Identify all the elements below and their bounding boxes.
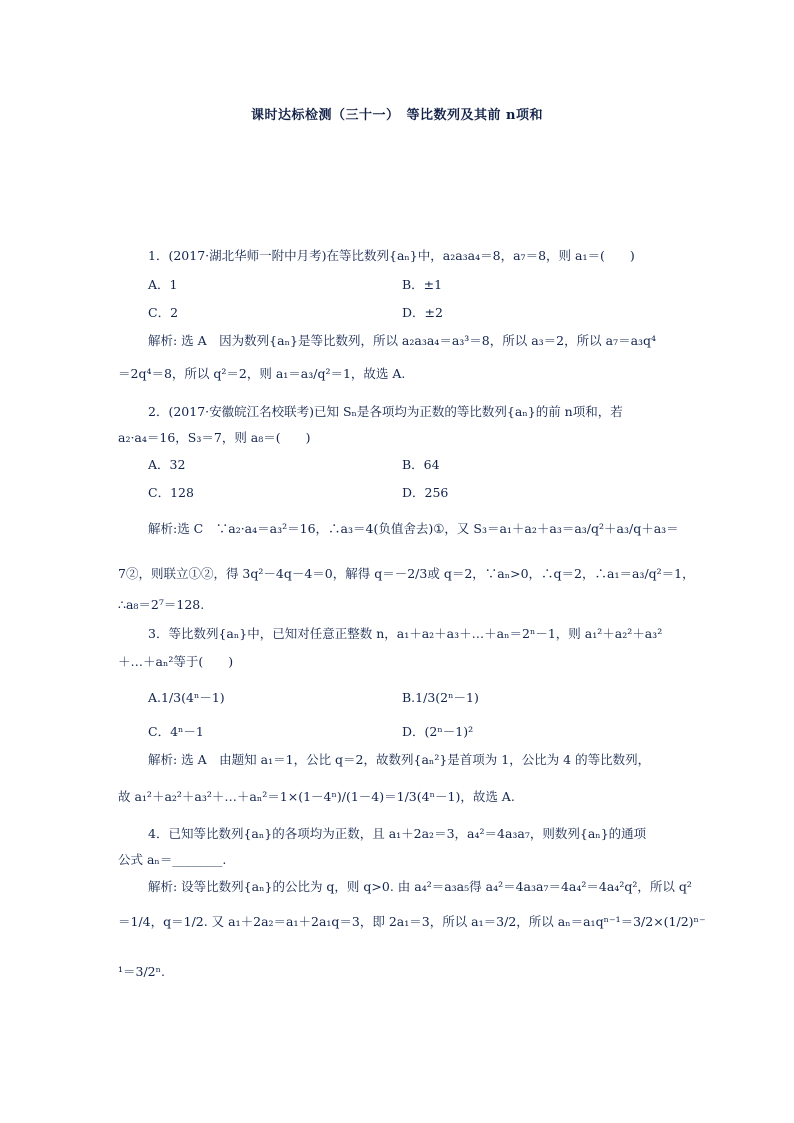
q1-solution-line-1: 解析: 选 A 因为数列{aₙ}是等比数列，所以 a₂a₃a₄＝a₃³＝8，所以 a₃＝2，所以 a₇＝a₃q⁴ [148, 333, 657, 348]
q2-solution-line-3: ∴a₈＝2⁷＝128. [118, 597, 205, 612]
q2-option-d: D．256 [402, 485, 449, 500]
q1-option-a: A．1 [148, 277, 178, 292]
q4-stem-line-1: 4．已知等比数列{aₙ}的各项均为正数，且 a₁＋2a₂＝3，a₄²＝4a₃a₇，则数列{aₙ}的通项 [148, 826, 647, 841]
q1-option-c: C．2 [148, 305, 179, 320]
q4-solution-line-2: ＝1/4，q＝1/2. 又 a₁＋2a₂＝a₁＋2a₁q＝3，即 2a₁＝3，所以 a₁＝3/2，所以 aₙ＝a₁qⁿ⁻¹＝3/2×(1/2)ⁿ⁻ [118, 914, 706, 929]
page-title: 课时达标检测（三十一） 等比数列及其前 n项和 [251, 108, 543, 123]
q1-option-b: B．±1 [402, 277, 443, 292]
q1-solution-line-2: ＝2q⁴＝8，所以 q²＝2，则 a₁＝a₃/q²＝1，故选 A. [118, 366, 406, 381]
q3-stem-line-2: ＋…＋aₙ²等于( ) [118, 654, 234, 669]
q3-solution-line-1: 解析: 选 A 由题知 a₁＝1，公比 q＝2，故数列{aₙ²}是首项为 1，公比为 4 的等比数列， [148, 752, 651, 767]
q3-option-b: B.1/3(2ⁿ－1) [402, 690, 479, 705]
q1-option-d: D．±2 [402, 305, 443, 320]
q2-solution-line-2: 7②，则联立①②，得 3q²－4q－4＝0，解得 q＝－2/3或 q＝2，∵aₙ>0，∴q＝2，∴a₁＝a₃/q²＝1， [118, 566, 695, 581]
q3-stem-line-1: 3．等比数列{aₙ}中，已知对任意正整数 n，a₁＋a₂＋a₃＋…＋aₙ＝2ⁿ－1，则 a₁²＋a₂²＋a₃² [148, 626, 663, 641]
q2-stem-line-2: a₂·a₄＝16，S₃＝7，则 a₈＝( ) [118, 430, 311, 445]
q2-stem-line-1: 2．(2017·安徽皖江名校联考)已知 Sₙ是各项均为正数的等比数列{aₙ}的前 n项和，若 [148, 404, 623, 419]
q2-solution-line-1: 解析:选 C ∵a₂·a₄＝a₃²＝16，∴a₃＝4(负值舍去)①，又 S₃＝a₁＋a₂＋a₃＝a₃/q²＋a₃/q＋a₃＝ [148, 521, 679, 536]
q4-solution-line-1: 解析: 设等比数列{aₙ}的公比为 q，则 q>0. 由 a₄²＝a₃a₅得 a₄²＝4a₃a₇＝4a₄²＝4a₄²q²，所以 q² [148, 879, 692, 894]
q2-option-a: A．32 [148, 457, 186, 472]
q3-option-d: D．(2ⁿ－1)² [402, 724, 474, 739]
q4-solution-line-3: ¹＝3/2ⁿ. [118, 964, 166, 979]
q3-option-a: A.1/3(4ⁿ－1) [148, 690, 225, 705]
q2-option-b: B．64 [402, 457, 440, 472]
q1-stem: 1．(2017·湖北华师一附中月考)在等比数列{aₙ}中，a₂a₃a₄＝8，a₇＝8，则 a₁＝( ) [148, 248, 635, 263]
q3-option-c: C．4ⁿ－1 [148, 724, 204, 739]
q2-option-c: C．128 [148, 485, 194, 500]
q4-stem-line-2: 公式 aₙ＝________. [118, 852, 227, 867]
q3-solution-line-2: 故 a₁²＋a₂²＋a₃²＋…＋aₙ²＝1×(1－4ⁿ)/(1－4)＝1/3(4ⁿ－1)，故选 A. [118, 789, 515, 804]
